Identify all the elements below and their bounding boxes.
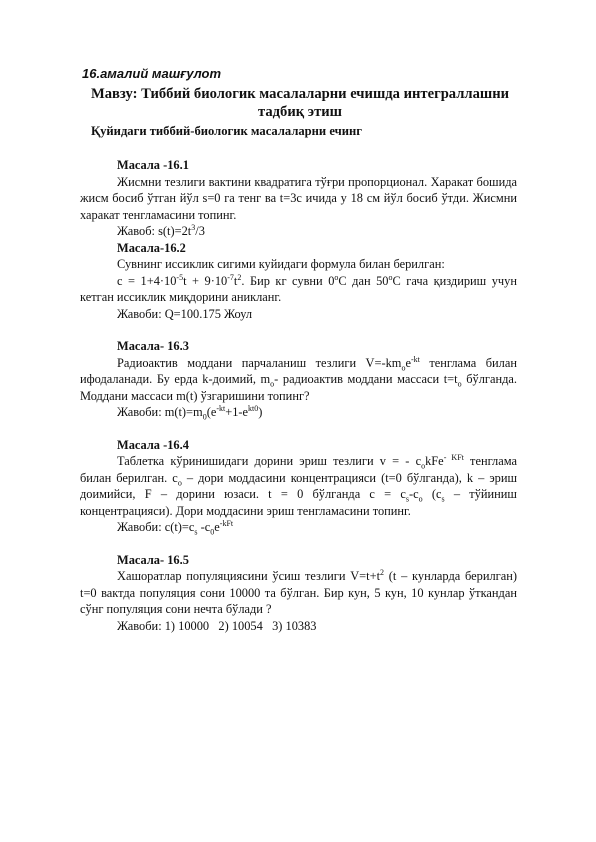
problem-heading: Масала -16.4 bbox=[117, 437, 189, 452]
problem-answer: Жавоби: 1) 10000 2) 10054 3) 10383 bbox=[117, 618, 317, 633]
problem-heading: Масала-16.2 bbox=[117, 240, 186, 255]
problem-16-4 bbox=[80, 437, 517, 536]
problem-16-1 bbox=[80, 157, 517, 240]
task-instruction: Қуйидаги тиббий-биологик масалаларни ечинг bbox=[91, 124, 362, 138]
problem-text: Хашоратлар популяциясини ўсиш тезлиги $V=t+t^2$ (t – кунларда берилган) t=0 вактда популяция сони 10000 та бўлган. Бир кун, 5 кун, 10 кунлар ўткандан сўнг популяция сони нечта бўлади ? bbox=[80, 567, 517, 616]
problem-heading: Масала -16.1 bbox=[117, 158, 189, 172]
problem-16-2 bbox=[80, 240, 517, 323]
problem-answer: Жавоби: $m(t)=m_0(e^{-kt}+1-e^{kt0})$ bbox=[117, 403, 263, 422]
problem-text: Радиоактив моддани парчаланиш тезлиги $V=-km_оe^{-kt}$ тенглама билан ифодаланади. Бу ерда k-доимий, $m_о-$ радиоактив моддани массаси $t=t_о$ бўлганда. Моддани массаси m(t) ўзгаришини топинг? bbox=[80, 354, 517, 403]
topic-heading: Мавзу: Тиббий биологик масалаларни ечишда интеграллашни тадбиқ этиш bbox=[90, 86, 510, 120]
problem-heading: Масала- 16.5 bbox=[117, 552, 189, 567]
problem-text: Таблетка кўринишидаги дорини эриш тезлиги v = - $c_оkFe^{- KFt}$ тенглама билан берилган. $c_о$ – дори моддасини концентрацияси (t=0 бўлганда), k – эриш доимийси, F – дорини юзаси. t = 0 бўлганда $c = c_s-c_о$ ($c_s$ – тўйиниш концентрацияси). Дори моддасини эриш тенгламасини топинг. bbox=[80, 452, 517, 518]
problems-list bbox=[80, 157, 517, 634]
problem-answer: Жавоби: $c(t)=c_s$ $-c_0e^{-kFt}$ bbox=[117, 518, 234, 537]
lesson-title: 16.амалий машғулот bbox=[82, 66, 222, 81]
problem-16-5 bbox=[80, 552, 517, 635]
problem-text-line: Сувнинг иссиклик сигими куйидаги формула билан берилган: bbox=[117, 257, 445, 271]
problem-16-3 bbox=[80, 338, 517, 421]
problem-answer: Жавоб: $s(t)=2t^3/3$ bbox=[117, 222, 205, 238]
problem-answer: Жавоби: Q=100.175 Жоул bbox=[117, 306, 253, 321]
problem-formula-text: $c = 1+4\cdot 10^{-5}t + 9\cdot 10^{-7}t^2$. Бир кг сувни 0$^o$С дан 50$^o$С гача қиздириш учун кетган иссиклик миқдорини аникланг. bbox=[80, 272, 517, 304]
problem-text: Жисмни тезлиги вактини квадратига тўғри пропорционал. Харакат бошида жисм босиб ўтган йўл s=0 га тенг ва t=3c ичида у 18 см йўл босиб ўтди. Жисмни харакат тенгламасини топинг. bbox=[80, 174, 517, 222]
problem-heading: Масала- 16.3 bbox=[117, 339, 189, 353]
